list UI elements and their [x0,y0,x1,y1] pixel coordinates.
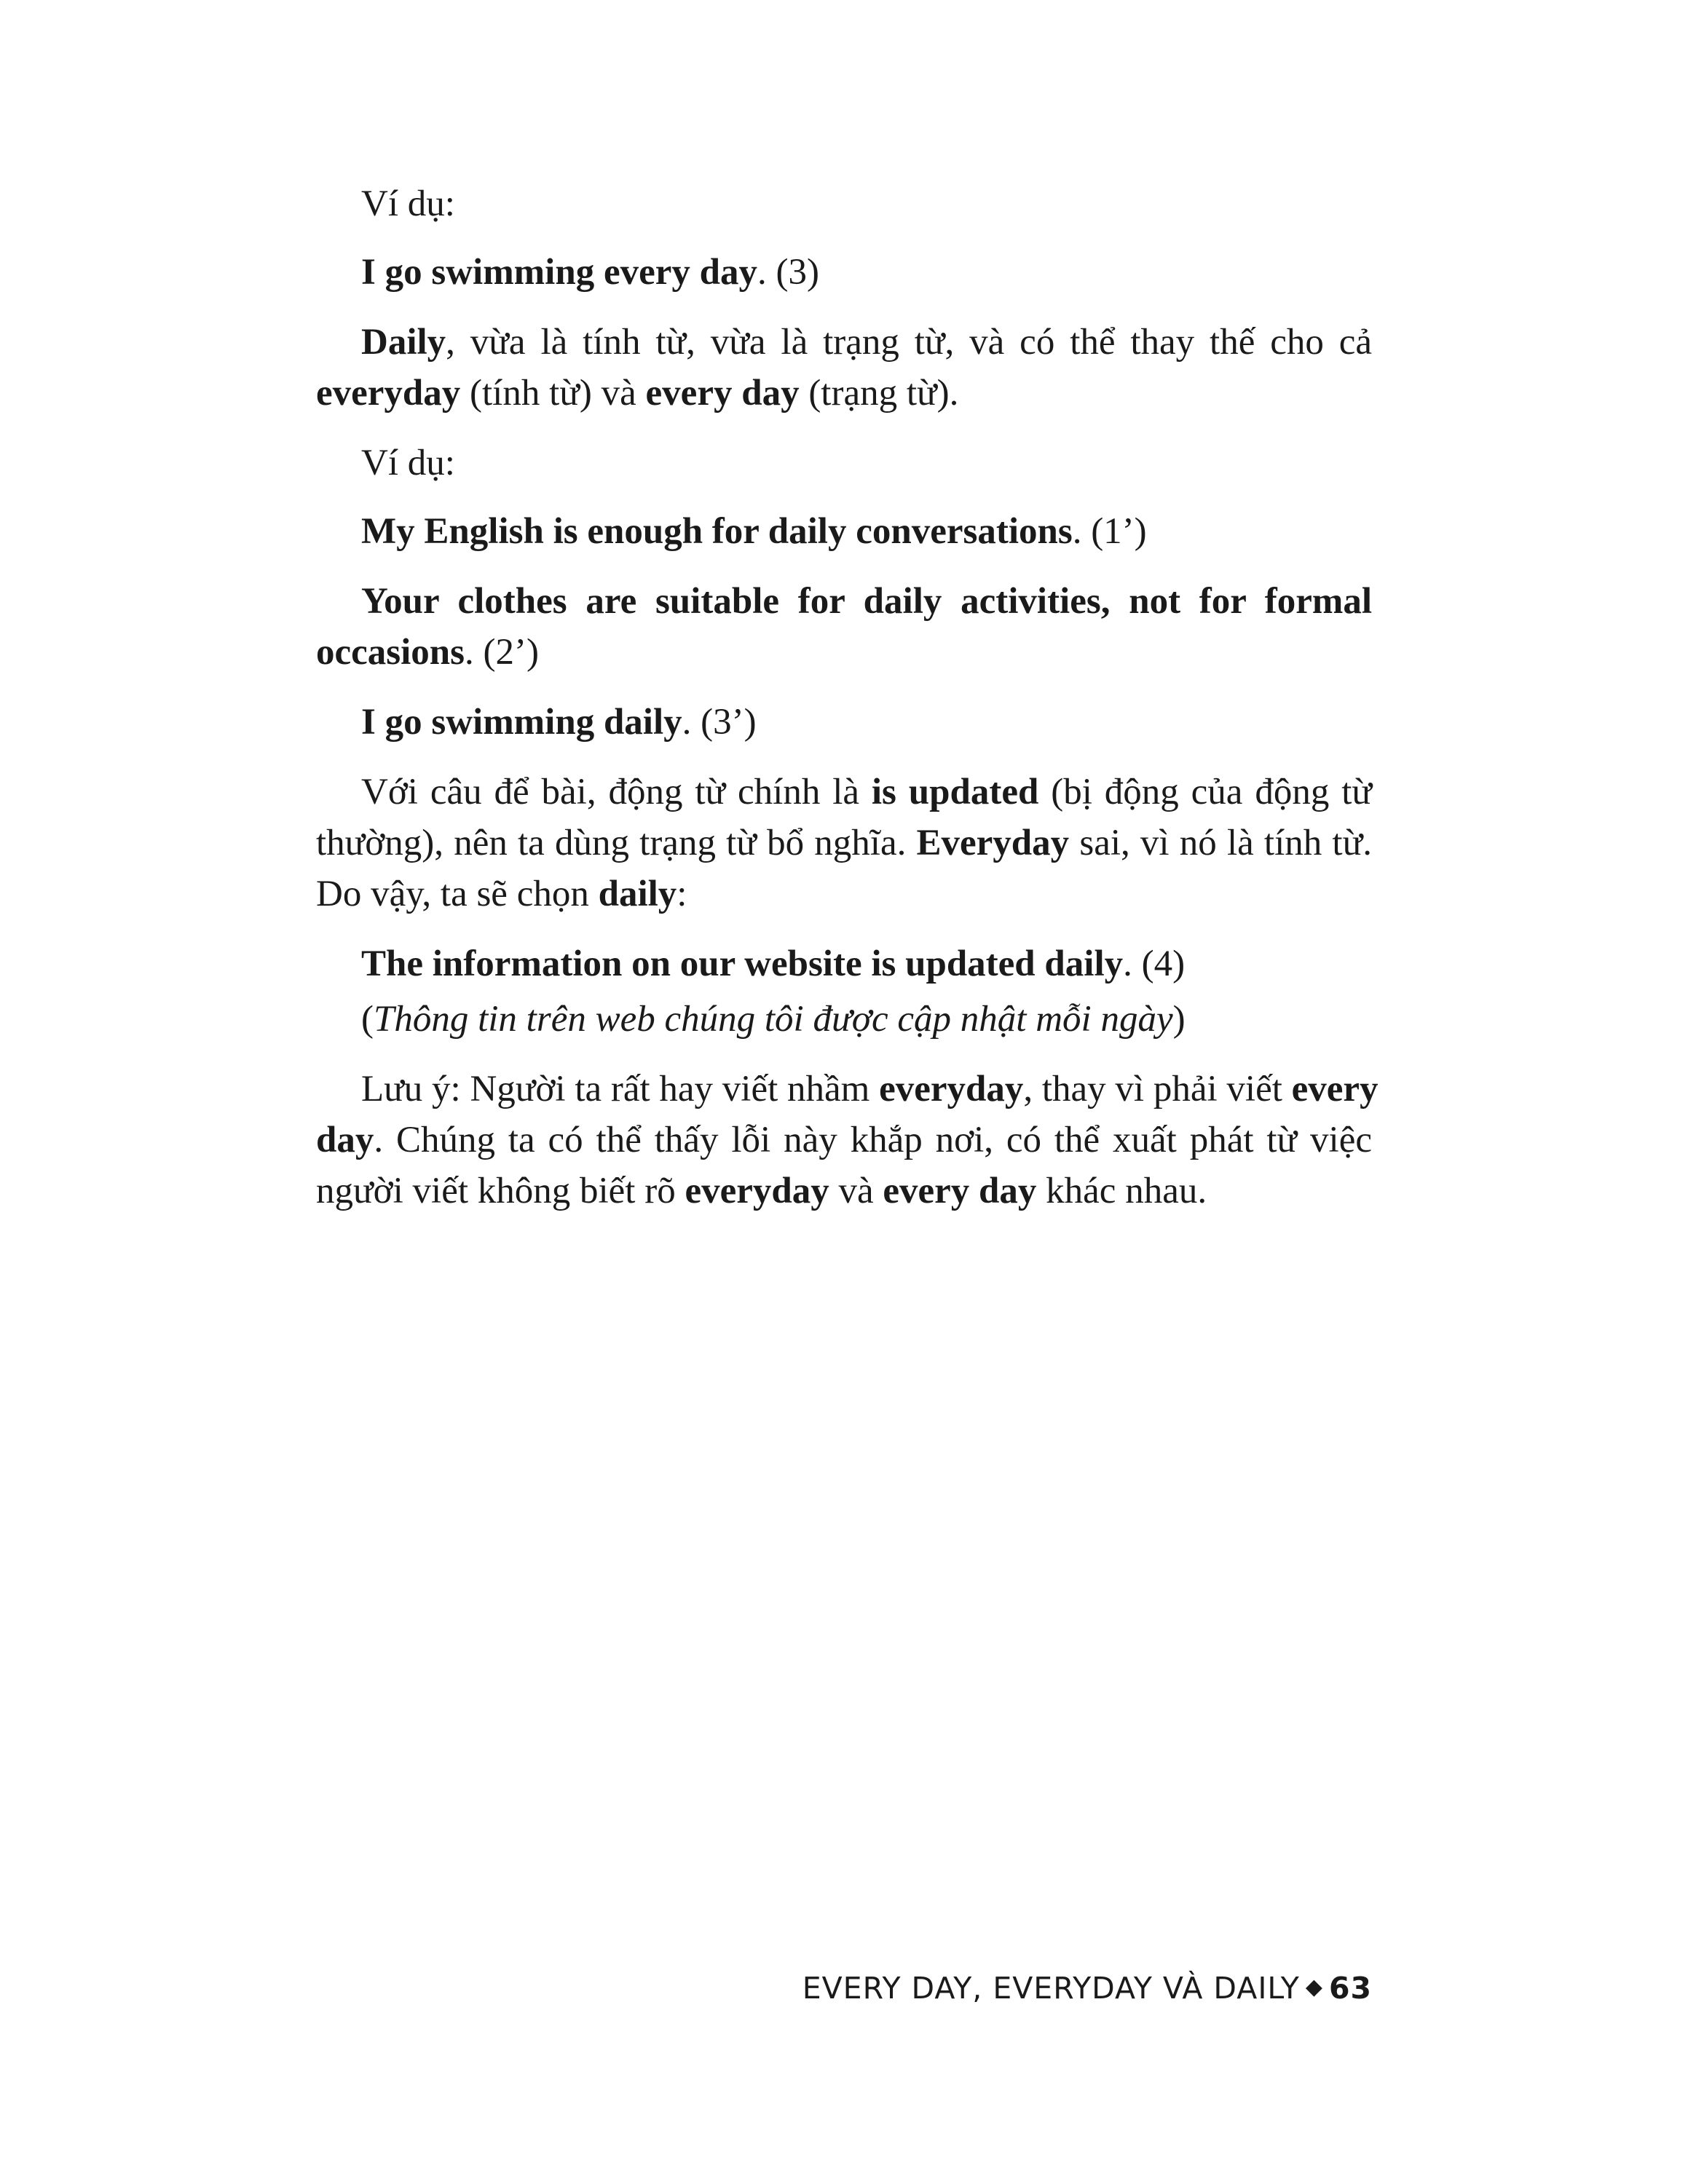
text: Lưu ý: Người ta rất hay viết nhầm [361,1069,880,1109]
text: . (3) [757,252,819,293]
text: Với câu để bài, động từ chính là [361,772,872,812]
italic-text: Thông tin trên web chúng tôi được cập nhật mỗi ngày [373,999,1173,1040]
text: . (2’) [465,632,539,673]
text: ) [1172,999,1186,1040]
paragraph-explanation-line-2 [316,817,1372,869]
bold-text: everyday [879,1069,1024,1109]
text: ( [361,999,374,1040]
paragraph-example-label [316,437,1372,489]
bold-text: everyday [685,1171,829,1211]
text: thường), nên ta dùng trạng từ bổ nghĩa. [316,823,917,863]
text: sai, vì nó là tính từ. [1069,823,1372,863]
text: : [677,874,687,914]
paragraph-example-label [316,178,1372,230]
paragraph-note-line-3 [316,1165,1372,1217]
bold-text: every day [645,373,800,414]
paragraph-daily-line-1 [316,316,1372,368]
text: . Chúng ta có thể thấy lỗi này khắp nơi, có thể xuất phát từ việc [374,1120,1372,1160]
running-header-title: EVERY DAY, EVERYDAY VÀ DAILY [802,1971,1300,2006]
bold-text: Daily [361,322,446,363]
paragraph-note-line-1 [316,1063,1379,1115]
paragraph-daily-line-2 [316,367,1372,419]
text: người viết không biết rõ [316,1171,685,1211]
paragraph-example-2prime-line-1 [316,575,1372,628]
text: . (1’) [1072,511,1147,552]
text: . (4) [1123,943,1186,984]
paragraph-note-line-2 [316,1114,1372,1166]
bold-text: every [1291,1069,1379,1109]
bold-text: daily [598,874,677,914]
text: (tính từ) và [460,373,646,414]
bold-text: everyday [316,373,461,414]
paragraph-example-2prime-line-2 [316,626,1372,678]
paragraph-example-3 [316,246,1372,298]
diamond-icon: ◆ [1305,1974,1323,2000]
text: (bị động của động từ [1038,772,1373,812]
bold-text: day [316,1120,374,1160]
paragraph-explanation-line-1 [316,766,1372,818]
page-number: 63 [1328,1971,1372,2006]
text: . (3’) [682,702,757,743]
bold-text: I go swimming every day [361,252,757,293]
paragraph-translation [316,993,1372,1045]
text: Ví dụ: [361,183,455,224]
bold-text: every day [883,1171,1037,1211]
text: khác nhau. [1036,1171,1207,1211]
text: và [829,1171,883,1211]
bold-text: occasions [316,632,465,673]
text: , vừa là tính từ, vừa là trạng từ, và có thể thay thế cho cả [446,322,1372,363]
paragraph-example-1prime [316,505,1372,558]
bold-text: My English is enough for daily conversations [361,511,1073,552]
page-footer [802,1966,1372,2010]
text: Ví dụ: [361,443,455,483]
bold-text: I go swimming daily [361,702,682,743]
text: Do vậy, ta sẽ chọn [316,874,599,914]
paragraph-explanation-line-3 [316,868,1372,920]
paragraph-example-4 [316,938,1372,990]
bold-text: is updated [871,772,1039,812]
text: (trạng từ). [799,373,959,414]
bold-text: Your clothes are suitable for daily activities, not for formal [361,581,1372,622]
bold-text: The information on our website is updated daily [361,943,1124,984]
bold-text: Everyday [916,823,1070,863]
paragraph-example-3prime [316,696,1372,748]
text: , thay vì phải viết [1023,1069,1292,1109]
